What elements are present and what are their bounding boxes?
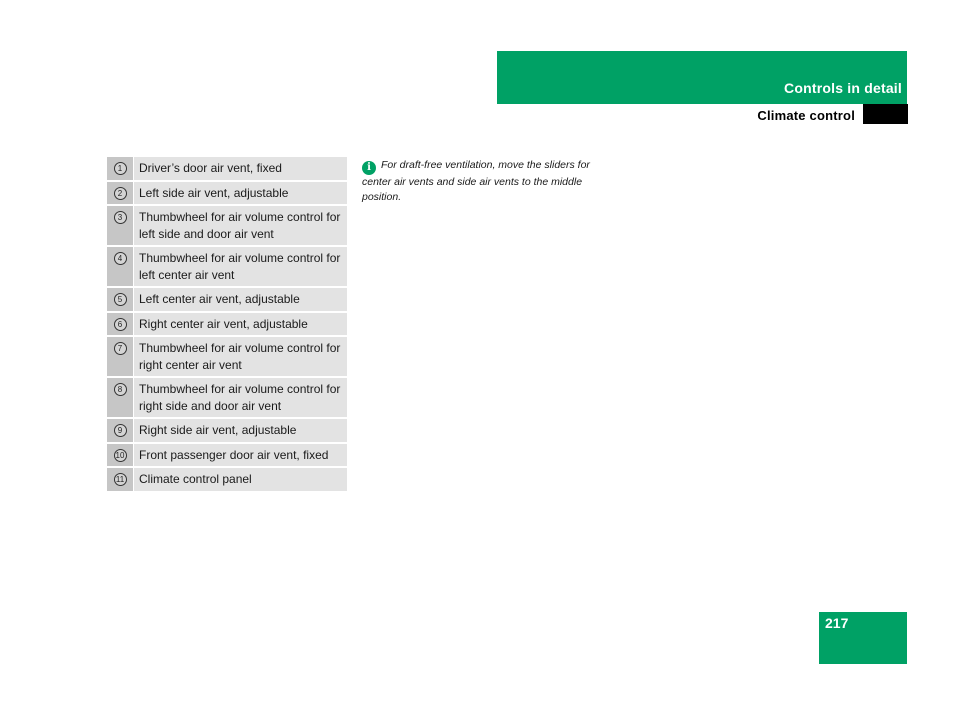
legend-row	[107, 468, 347, 493]
legend-number-badge: 3	[114, 211, 127, 224]
legend-number-badge: 1	[114, 162, 127, 175]
header-bar	[497, 51, 907, 104]
legend-number-badge: 2	[114, 187, 127, 200]
legend-description: Thumbwheel for air volume control for left side and door air vent	[133, 206, 347, 247]
legend-number-badge: 6	[114, 318, 127, 331]
legend-row	[107, 182, 347, 207]
section-title: Climate control	[757, 108, 855, 123]
legend-number-badge: 10	[114, 449, 127, 462]
legend-row	[107, 337, 347, 378]
legend-row	[107, 247, 347, 288]
legend-row	[107, 444, 347, 469]
legend-description: Right center air vent, adjustable	[133, 313, 347, 338]
legend-row	[107, 313, 347, 338]
legend-description: Thumbwheel for air volume control for right side and door air vent	[133, 378, 347, 419]
legend-number-badge: 11	[114, 473, 127, 486]
info-note	[362, 158, 607, 205]
legend-row	[107, 288, 347, 313]
legend-description: Front passenger door air vent, fixed	[133, 444, 347, 469]
legend-description: Thumbwheel for air volume control for right center air vent	[133, 337, 347, 378]
legend-description: Climate control panel	[133, 468, 347, 493]
legend-description: Left side air vent, adjustable	[133, 182, 347, 207]
page-number: 217	[825, 615, 849, 631]
info-note-text: For draft-free ventilation, move the sliders for center air vents and side air vents to the middle position.	[362, 159, 590, 203]
legend-description: Left center air vent, adjustable	[133, 288, 347, 313]
legend-row	[107, 419, 347, 444]
legend-number-badge: 5	[114, 293, 127, 306]
legend-row	[107, 206, 347, 247]
legend-row	[107, 378, 347, 419]
legend-description: Driver’s door air vent, fixed	[133, 157, 347, 182]
legend-table	[107, 157, 347, 493]
legend-number-badge: 8	[114, 383, 127, 396]
info-icon: i	[362, 161, 376, 175]
section-tab-marker	[863, 104, 908, 124]
legend-row	[107, 157, 347, 182]
legend-number-badge: 9	[114, 424, 127, 437]
chapter-title: Controls in detail	[784, 80, 902, 96]
legend-description: Thumbwheel for air volume control for left center air vent	[133, 247, 347, 288]
legend-description: Right side air vent, adjustable	[133, 419, 347, 444]
legend-number-badge: 7	[114, 342, 127, 355]
legend-number-badge: 4	[114, 252, 127, 265]
